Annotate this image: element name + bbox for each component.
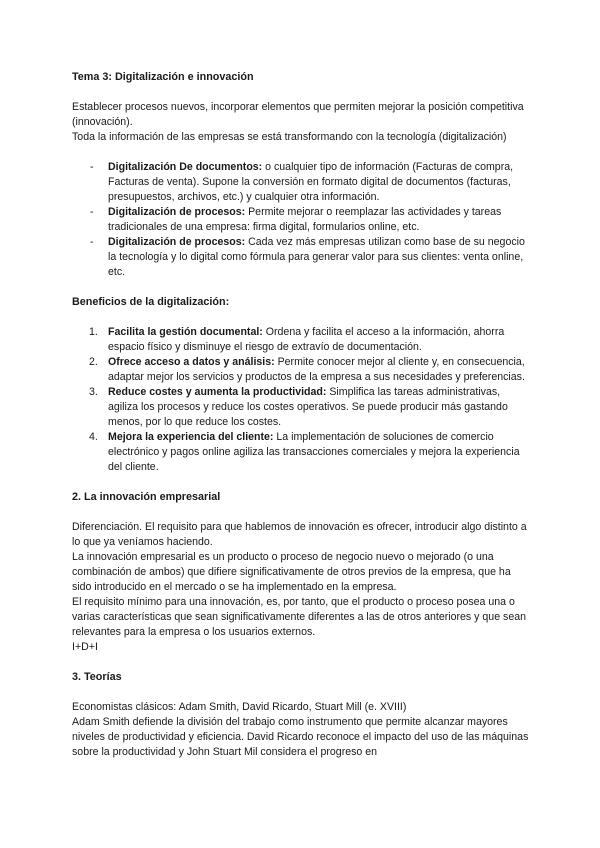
section3-paragraph-1: Economistas clásicos: Adam Smith, David Ricardo, Stuart Mill (e. XVIII)	[72, 701, 407, 713]
list-item-text: Cada vez más empresas utilizan como base de su negocio la tecnología y lo digital como fórmula para generar valor para sus clientes: venta online, etc.	[108, 236, 525, 278]
bullet-mark: -	[90, 236, 94, 248]
list-item-term: Digitalización de procesos:	[108, 236, 246, 248]
number-mark: 2.	[89, 356, 98, 368]
list-item-text: Permite conocer mejor al cliente y, en consecuencia, adaptar mejor los servicios y productos de la empresa a sus necesidades y preferencias.	[108, 356, 525, 383]
bullet-mark: -	[90, 206, 94, 218]
list-item	[72, 160, 532, 205]
list-item-text: Permite mejorar o reemplazar las actividades y tareas tradicionales de una empresa: firma digital, formularios online, etc.	[108, 206, 502, 233]
list-item	[72, 385, 532, 430]
bullet-mark: -	[90, 161, 94, 173]
number-mark: 4.	[89, 431, 98, 443]
list-item	[72, 235, 532, 280]
number-mark: 1.	[89, 326, 98, 338]
list-item-term: Ofrece acceso a datos y análisis:	[108, 356, 275, 368]
list-item	[72, 430, 532, 475]
list-item-text: o cualquier tipo de información (Facturas de compra, Facturas de venta). Supone la conversión en formato digital de documentos (facturas, presupuestos, archivos, etc.) y cualquier otra información.	[108, 161, 514, 203]
list-item-term: Digitalización De documentos:	[108, 161, 263, 173]
list-item-text: La implementación de soluciones de comercio electrónico y pagos online agiliza las transacciones comerciales y mejora la experiencia del cliente.	[108, 431, 520, 473]
list-item-term: Reduce costes y aumenta la productividad:	[108, 386, 327, 398]
section3-title: 3. Teorías	[72, 671, 122, 683]
list-item-term: Mejora la experiencia del cliente:	[108, 431, 274, 443]
section2-paragraph-2: La innovación empresarial es un producto o proceso de negocio nuevo o mejorado (o una combinación de ambos) que difiere significativamente de otros previos de la empresa, que ha sido introducido en el mercado o se ha implementado en la empresa.	[72, 551, 511, 593]
list-item	[72, 205, 532, 235]
number-mark: 3.	[89, 386, 98, 398]
benefits-title: Beneficios de la digitalización:	[72, 296, 230, 308]
list-item-term: Digitalización de procesos:	[108, 206, 246, 218]
intro-paragraph-1: Establecer procesos nuevos, incorporar elementos que permiten mejorar la posición competitiva (innovación).	[72, 101, 524, 128]
section2-paragraph-4: I+D+I	[72, 641, 98, 653]
digitalization-list	[72, 160, 532, 280]
list-item-text: Ordena y facilita el acceso a la información, ahorra espacio físico y disminuye el riesgo de extravío de documentación.	[108, 326, 505, 353]
section2-paragraph-3: El requisito mínimo para una innovación, es, por tanto, que el producto o proceso posea una o varias características que sean significativamente diferentes a las de otros anteriores y que sean relevantes para la empresa o los usuarios externos.	[72, 596, 527, 638]
list-item	[72, 325, 532, 355]
section2-title: 2. La innovación empresarial	[72, 491, 221, 503]
list-item-text: Simplifica las tareas administrativas, agiliza los procesos y reduce los costes operativos. Se puede producir más gastando menos, por lo que reduce los costes.	[108, 386, 508, 428]
section3-paragraph-2: Adam Smith defiende la división del trabajo como instrumento que permite alcanzar mayores niveles de productividad y eficiencia. David Ricardo reconoce el impacto del uso de las máquinas sobre la productividad y John Stuart Mil considera el progreso en	[72, 716, 529, 758]
intro-paragraph-2: Toda la información de las empresas se está transformando con la tecnología (digitalización)	[72, 131, 507, 143]
benefits-list	[72, 325, 532, 475]
document-page	[72, 70, 532, 760]
section1-title: Tema 3: Digitalización e innovación	[72, 71, 254, 83]
section2-paragraph-1: Diferenciación. El requisito para que hablemos de innovación es ofrecer, introducir algo distinto a lo que ya veníamos haciendo.	[72, 521, 527, 548]
list-item	[72, 355, 532, 385]
list-item-term: Facilita la gestión documental:	[108, 326, 263, 338]
